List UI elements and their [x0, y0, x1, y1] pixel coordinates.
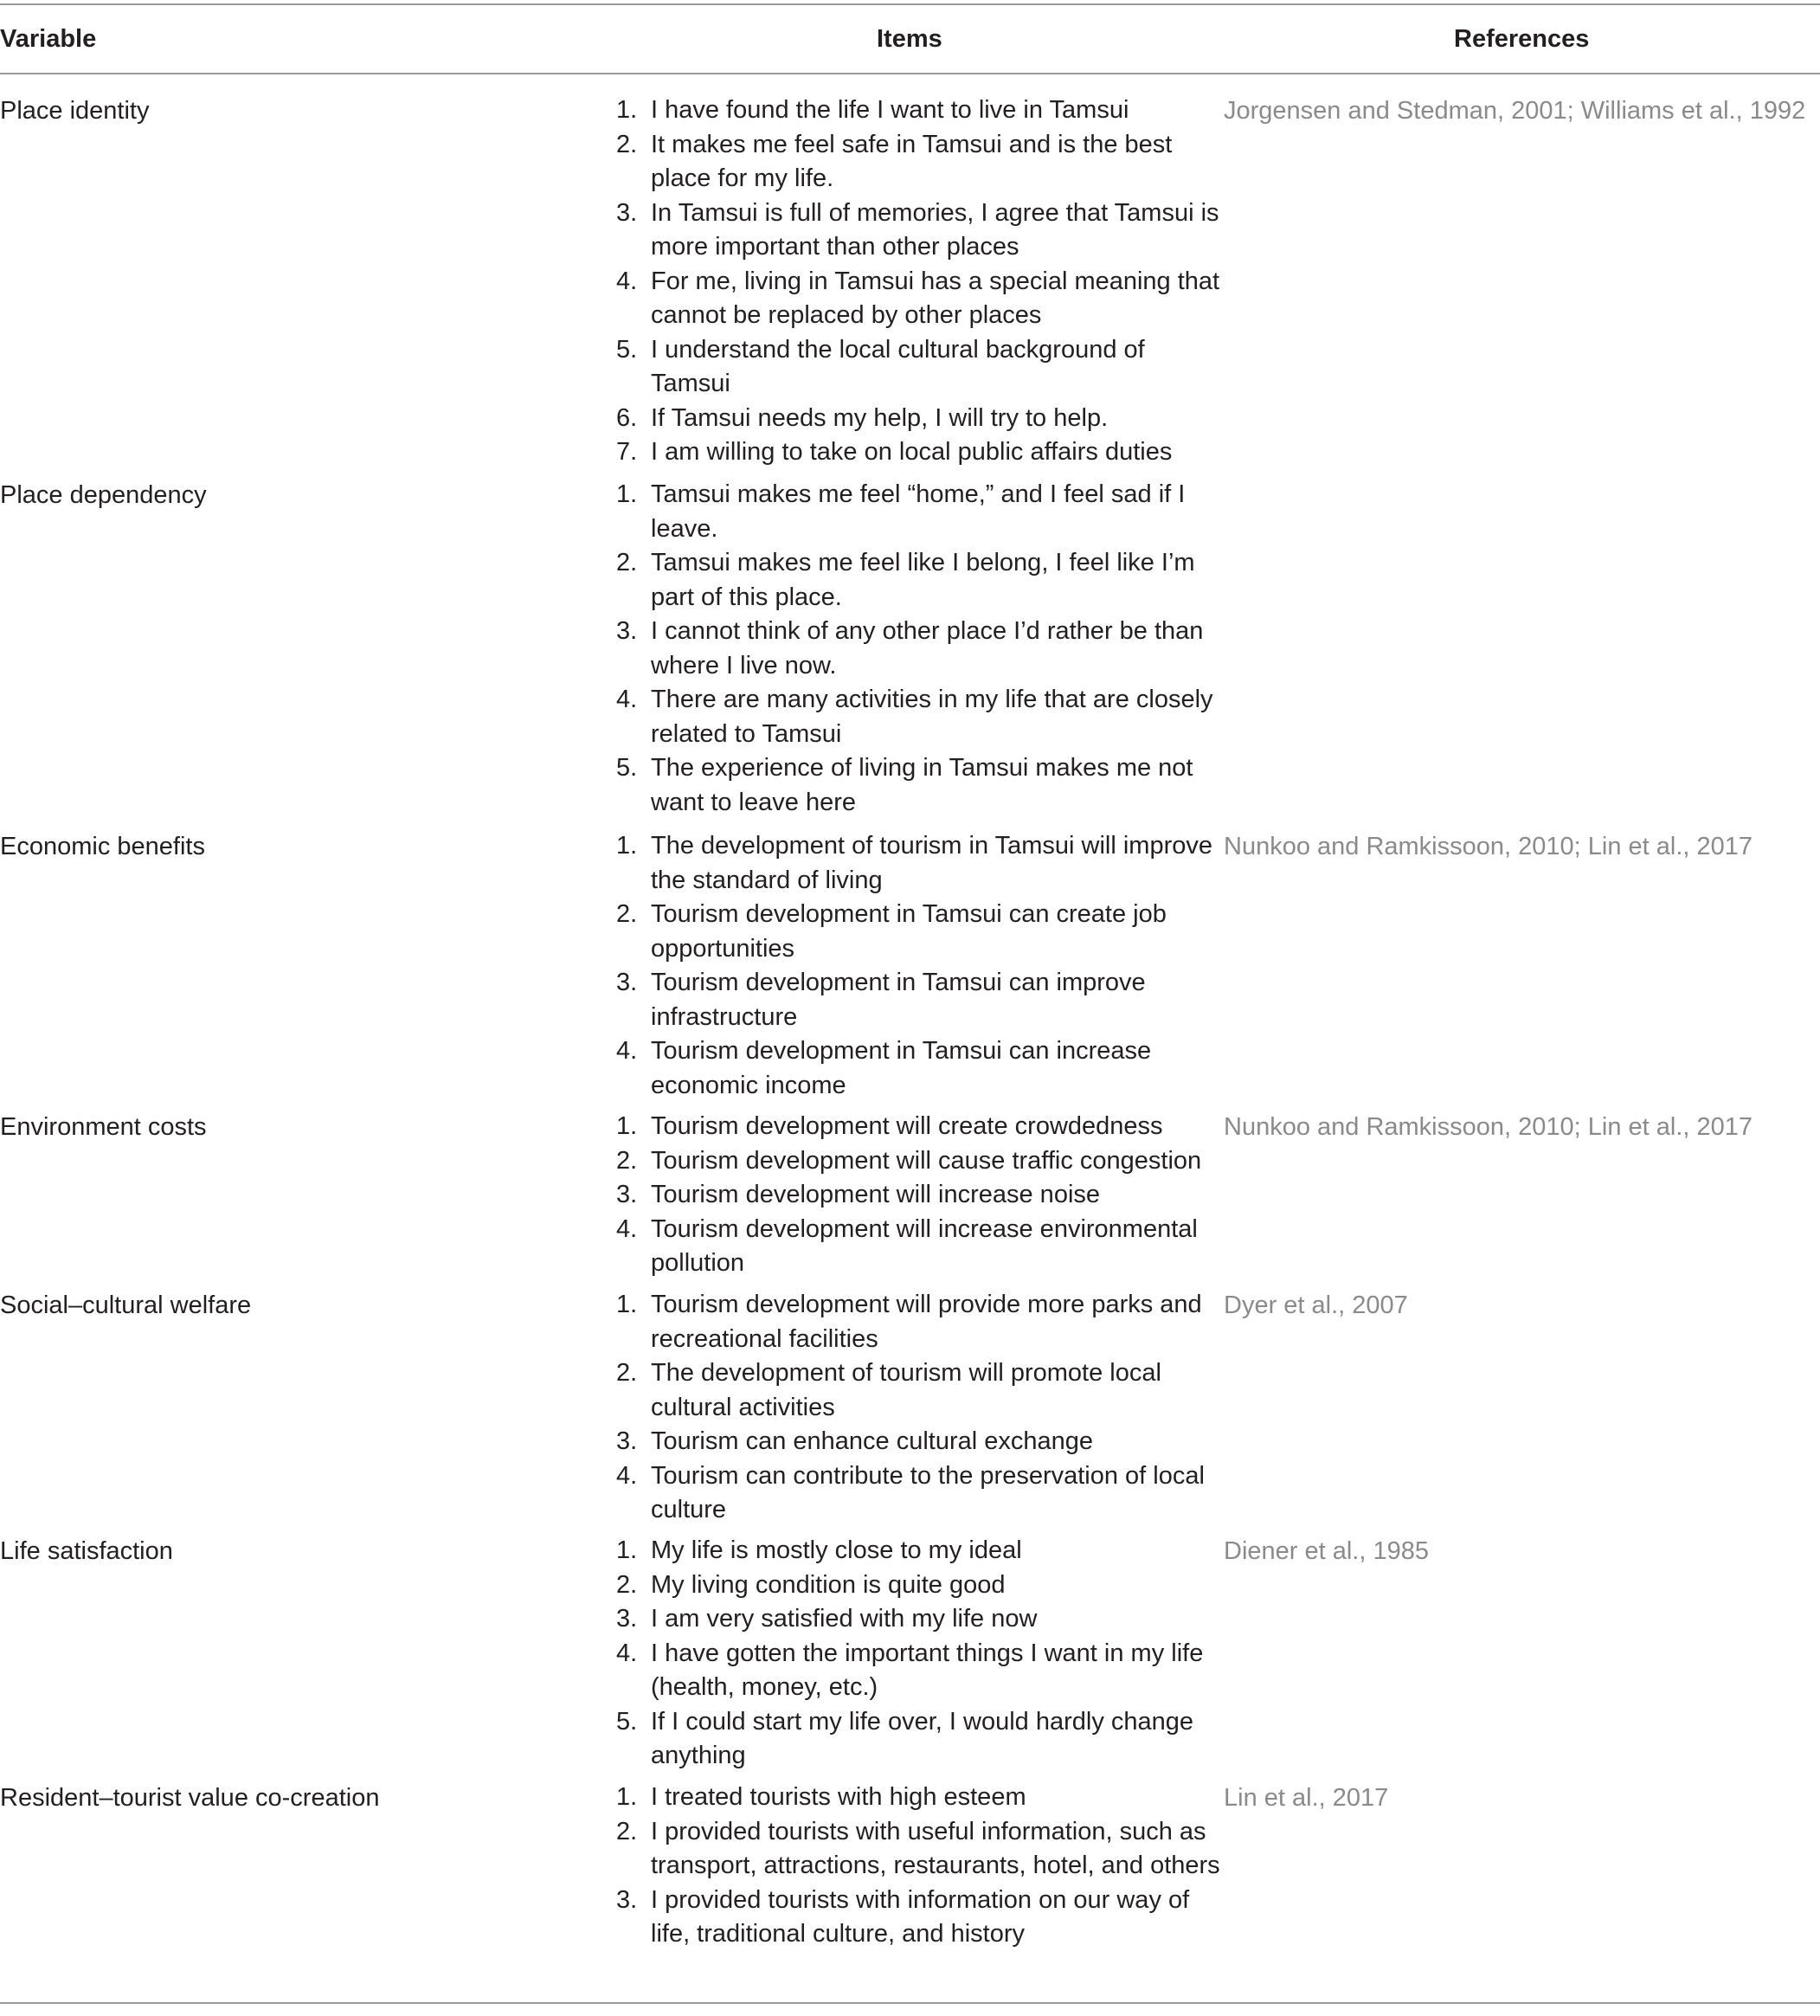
item-number: 3.	[616, 1427, 638, 1455]
variable-name: Life satisfaction	[0, 1537, 173, 1565]
item-number: 2.	[616, 1817, 638, 1845]
item-text: Tourism development will increase noise	[651, 1181, 1101, 1208]
item-text: I am willing to take on local public affairs duties	[651, 438, 1173, 466]
variable-name: Place dependency	[0, 481, 207, 509]
item-text: I have gotten the important things I want in my life (health, money, etc.)	[651, 1639, 1204, 1701]
item-number: 4.	[616, 267, 638, 295]
item-number: 4.	[616, 1037, 638, 1065]
item-text: The development of tourism in Tamsui will improve the standard of living	[651, 832, 1213, 894]
item-text: It makes me feel safe in Tamsui and is the best place for my life.	[651, 130, 1173, 192]
item-text: Tamsui makes me feel like I belong, I feel like I’m part of this place.	[651, 549, 1195, 611]
item-number: 3.	[616, 198, 638, 227]
list-item	[616, 546, 1222, 615]
list-item	[616, 615, 1222, 683]
item-text: I treated tourists with high esteem	[651, 1783, 1026, 1811]
item-number: 3.	[616, 1605, 638, 1633]
item-number: 2.	[616, 549, 638, 576]
list-item	[616, 1637, 1222, 1705]
variable-name: Environment costs	[0, 1113, 207, 1141]
item-text: If I could start my life over, I would hardly change anything	[651, 1707, 1194, 1769]
items-list	[616, 1288, 1222, 1528]
list-item	[616, 435, 1222, 470]
item-text: I have found the life I want to live in Tamsui	[651, 96, 1129, 124]
item-text: Tourism development in Tamsui can increase economic income	[651, 1037, 1152, 1099]
reference-citation: Lin et al., 2017	[1224, 1784, 1389, 1812]
list-item	[616, 1213, 1222, 1281]
list-item	[616, 1425, 1222, 1459]
item-number: 3.	[616, 617, 638, 645]
list-item	[616, 1144, 1222, 1179]
item-text: Tourism development in Tamsui can improve infrastructure	[651, 969, 1146, 1031]
item-number: 2.	[616, 900, 638, 928]
column-header-items: Items	[877, 25, 942, 53]
items-list	[616, 93, 1222, 470]
item-text: I understand the local cultural background of Tamsui	[651, 335, 1145, 397]
list-item	[616, 1288, 1222, 1356]
reference-citation: Nunkoo and Ramkissoon, 2010; Lin et al., 2017	[1224, 1113, 1753, 1141]
item-number: 5.	[616, 754, 638, 782]
reference-citation: Diener et al., 1985	[1224, 1537, 1429, 1565]
item-number: 1.	[616, 1536, 638, 1564]
list-item	[616, 1534, 1222, 1568]
list-item	[616, 1568, 1222, 1603]
item-text: Tourism development in Tamsui can create job opportunities	[651, 900, 1167, 963]
item-number: 2.	[616, 1146, 638, 1175]
list-item	[616, 1602, 1222, 1637]
item-text: Tourism development will create crowdedness	[651, 1112, 1163, 1140]
item-number: 2.	[616, 130, 638, 158]
item-text: I am very satisfied with my life now	[651, 1605, 1038, 1633]
item-number: 5.	[616, 1707, 638, 1736]
list-item	[616, 333, 1222, 402]
item-number: 1.	[616, 96, 638, 124]
item-text: My living condition is quite good	[651, 1570, 1006, 1599]
list-item	[616, 478, 1222, 546]
variable-name: Social–cultural welfare	[0, 1291, 252, 1319]
table-bottom-rule	[0, 2002, 1820, 2004]
list-item	[616, 128, 1222, 196]
list-item	[616, 1459, 1222, 1528]
reference-citation: Jorgensen and Stedman, 2001; Williams et al., 1992	[1224, 97, 1806, 125]
item-number: 1.	[616, 1112, 638, 1140]
list-item	[616, 1178, 1222, 1213]
item-text: The experience of living in Tamsui makes me not want to leave here	[651, 754, 1193, 816]
item-number: 4.	[616, 1461, 638, 1490]
item-text: The development of tourism will promote local cultural activities	[651, 1359, 1161, 1421]
variable-name: Place identity	[0, 97, 150, 125]
list-item	[616, 683, 1222, 751]
items-list	[616, 829, 1222, 1103]
header-rule	[0, 73, 1820, 74]
item-number: 1.	[616, 1783, 638, 1811]
item-number: 2.	[616, 1359, 638, 1387]
item-number: 1.	[616, 832, 638, 860]
list-item	[616, 1034, 1222, 1103]
list-item	[616, 1781, 1222, 1815]
item-number: 3.	[616, 1885, 638, 1914]
list-item	[616, 402, 1222, 436]
item-number: 1.	[616, 1291, 638, 1318]
item-number: 3.	[616, 1181, 638, 1208]
items-list	[616, 1781, 1222, 1952]
list-item	[616, 1705, 1222, 1774]
item-number: 4.	[616, 1639, 638, 1667]
item-text: I cannot think of any other place I’d rather be than where I live now.	[651, 617, 1204, 680]
variable-name: Resident–tourist value co-creation	[0, 1784, 380, 1812]
items-list	[616, 1534, 1222, 1774]
item-number: 5.	[616, 335, 638, 364]
reference-citation: Dyer et al., 2007	[1224, 1291, 1408, 1319]
table-top-rule	[0, 3, 1820, 5]
list-item	[616, 1815, 1222, 1884]
column-header-references: References	[1454, 25, 1590, 53]
item-text: There are many activities in my life that are closely related to Tamsui	[651, 686, 1213, 748]
items-list	[616, 1110, 1222, 1281]
list-item	[616, 196, 1222, 265]
list-item	[616, 966, 1222, 1034]
list-item	[616, 1110, 1222, 1144]
reference-citation: Nunkoo and Ramkissoon, 2010; Lin et al., 2017	[1224, 833, 1753, 860]
item-number: 2.	[616, 1570, 638, 1599]
item-text: Tourism development will increase environmental pollution	[651, 1214, 1198, 1277]
item-text: Tamsui makes me feel “home,” and I feel sad if I leave.	[651, 480, 1186, 543]
item-text: If Tamsui needs my help, I will try to help.	[651, 403, 1109, 432]
item-number: 7.	[616, 438, 638, 466]
list-item	[616, 751, 1222, 820]
item-text: In Tamsui is full of memories, I agree that Tamsui is more important than other places	[651, 198, 1219, 261]
item-text: My life is mostly close to my ideal	[651, 1536, 1022, 1564]
item-number: 6.	[616, 403, 638, 432]
variable-name: Economic benefits	[0, 833, 205, 860]
list-item	[616, 898, 1222, 966]
item-text: Tourism development will provide more parks and recreational facilities	[651, 1291, 1202, 1353]
item-text: For me, living in Tamsui has a special meaning that cannot be replaced by other places	[651, 267, 1220, 329]
item-text: Tourism can contribute to the preservation of local culture	[651, 1461, 1205, 1523]
items-list	[616, 478, 1222, 820]
list-item	[616, 93, 1222, 128]
list-item	[616, 1356, 1222, 1425]
item-text: I provided tourists with useful information, such as transport, attractions, restaurants, hotel, and others	[651, 1817, 1220, 1879]
list-item	[616, 1884, 1222, 1952]
item-number: 3.	[616, 969, 638, 996]
list-item	[616, 829, 1222, 898]
item-number: 1.	[616, 480, 638, 508]
list-item	[616, 265, 1222, 333]
item-text: Tourism can enhance cultural exchange	[651, 1427, 1094, 1455]
item-number: 4.	[616, 1214, 638, 1243]
column-header-variable: Variable	[0, 25, 97, 53]
item-text: I provided tourists with information on our way of life, traditional culture, and history	[651, 1885, 1190, 1948]
item-text: Tourism development will cause traffic congestion	[651, 1146, 1202, 1175]
item-number: 4.	[616, 686, 638, 713]
